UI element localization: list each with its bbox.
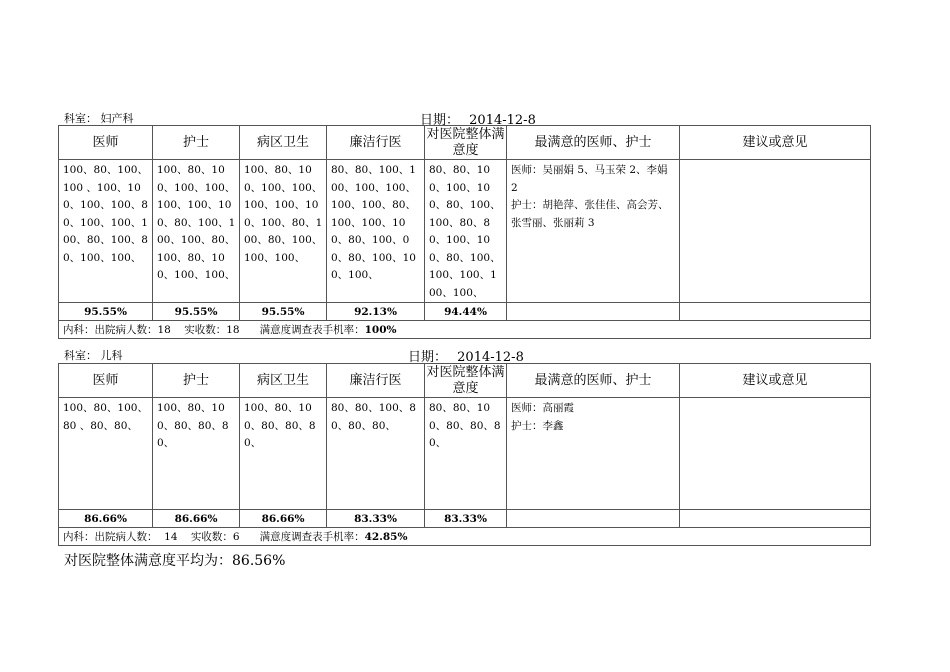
percent-row [59,510,871,528]
pct-favorites-empty [507,510,680,528]
header-integrity: 廉洁行医 [327,364,425,398]
scores-overall: 80、80、100、80、80、80、 [425,398,507,510]
footer-row [59,528,871,546]
pct-suggestions-empty [680,510,871,528]
pct-suggestions-empty [680,303,871,321]
header-nurse: 护士 [153,126,240,160]
pct-doctor: 95.55% [59,303,153,321]
pct-ward-hygiene: 95.55% [240,303,327,321]
pct-nurse: 86.66% [153,510,240,528]
header-doctor: 医师 [59,364,153,398]
header-integrity: 廉洁行医 [327,126,425,160]
scores-integrity: 80、80、100、80、80、80、 [327,398,425,510]
header-doctor: 医师 [59,126,153,160]
suggestions-cell [680,398,871,510]
survey-table-1 [58,125,871,339]
dept-line-1 [64,110,134,126]
header-ward-hygiene: 病区卫生 [240,364,327,398]
percent-row [59,303,871,321]
footer-rate: 100% [364,324,397,336]
pct-overall: 94.44% [425,303,507,321]
scores-ward-hygiene: 100、80、100、100、100、100、100、100、100、80、100、80、100、100、100、 [240,160,327,303]
dept-name: 妇产科 [100,112,134,125]
header-favorites: 最满意的医师、护士 [507,126,680,160]
dept-name: 儿科 [100,349,123,362]
header-favorites: 最满意的医师、护士 [507,364,680,398]
header-overall: 对医院整体满意度 [426,364,505,396]
footer-stats [59,321,871,339]
header-ward-hygiene: 病区卫生 [240,126,327,160]
scores-row [59,160,871,303]
header-nurse: 护士 [153,364,240,398]
favorites-nurses: 护士：胡艳萍、张佳佳、高会芳、张雪丽、张丽莉 3 [511,199,669,229]
scores-nurse: 100、80、100、80、80、80、 [153,398,240,510]
date-label: 日期： [408,350,448,365]
date-value: 2014-12-8 [457,350,524,365]
pct-integrity: 92.13% [327,303,425,321]
header-overall: 对医院整体满意度 [426,126,505,158]
pct-ward-hygiene: 86.66% [240,510,327,528]
favorites-nurses: 护士：李鑫 [511,419,564,432]
scores-doctor: 100、80、100、100 、100、100、100、100、80、100、100、100、80、100、80、100、100、 [59,160,153,303]
footer-text: 内科：出院病人数：18 实收数：18 满意度调查表手机率： [63,324,365,336]
header-suggestions: 建议或意见 [680,126,871,160]
pct-overall: 83.33% [425,510,507,528]
suggestions-cell [680,160,871,303]
pct-integrity: 83.33% [327,510,425,528]
footer-row [59,321,871,339]
scores-ward-hygiene: 100、80、100、80、80、80、 [240,398,327,510]
dept-label: 科室： [64,349,97,362]
scores-doctor: 100、80、100、80 、80、80、 [59,398,153,510]
overall-average: 对医院整体满意度平均为：86.56% [64,553,286,569]
header-row [59,126,871,160]
footer-rate: 42.85% [364,531,408,543]
date-value: 2014-12-8 [469,113,536,128]
scores-nurse: 100、80、100、100、100、100、100、100、80、100、100、100、80、100、80、100、100、100、 [153,160,240,303]
favorites-doctors: 医师：吴丽娟 5、马玉荣 2、李娟 2 [511,164,668,194]
favorites-doctors: 医师：高丽霞 [511,402,574,414]
scores-row [59,398,871,510]
dept-line-2 [64,347,123,363]
header-suggestions: 建议或意见 [680,364,871,398]
header-row [59,364,871,398]
pct-doctor: 86.66% [59,510,153,528]
footer-stats [59,528,871,546]
footer-text: 内科：出院病人数： 14 实收数：6 满意度调查表手机率： [63,531,365,543]
favorites-cell [507,398,680,510]
scores-overall: 80、80、100、100、100、80、100、100、80、80、100、100、80、100、100、100、100、100、 [425,160,507,303]
pct-favorites-empty [507,303,680,321]
scores-integrity: 80、80、100、100、100、100、100、100、80、100、100、100、80、100、00、80、100、100、100、 [327,160,425,303]
dept-label: 科室： [64,112,97,125]
pct-nurse: 95.55% [153,303,240,321]
survey-table-2 [58,363,871,546]
favorites-cell [507,160,680,303]
date-label: 日期： [420,113,460,128]
